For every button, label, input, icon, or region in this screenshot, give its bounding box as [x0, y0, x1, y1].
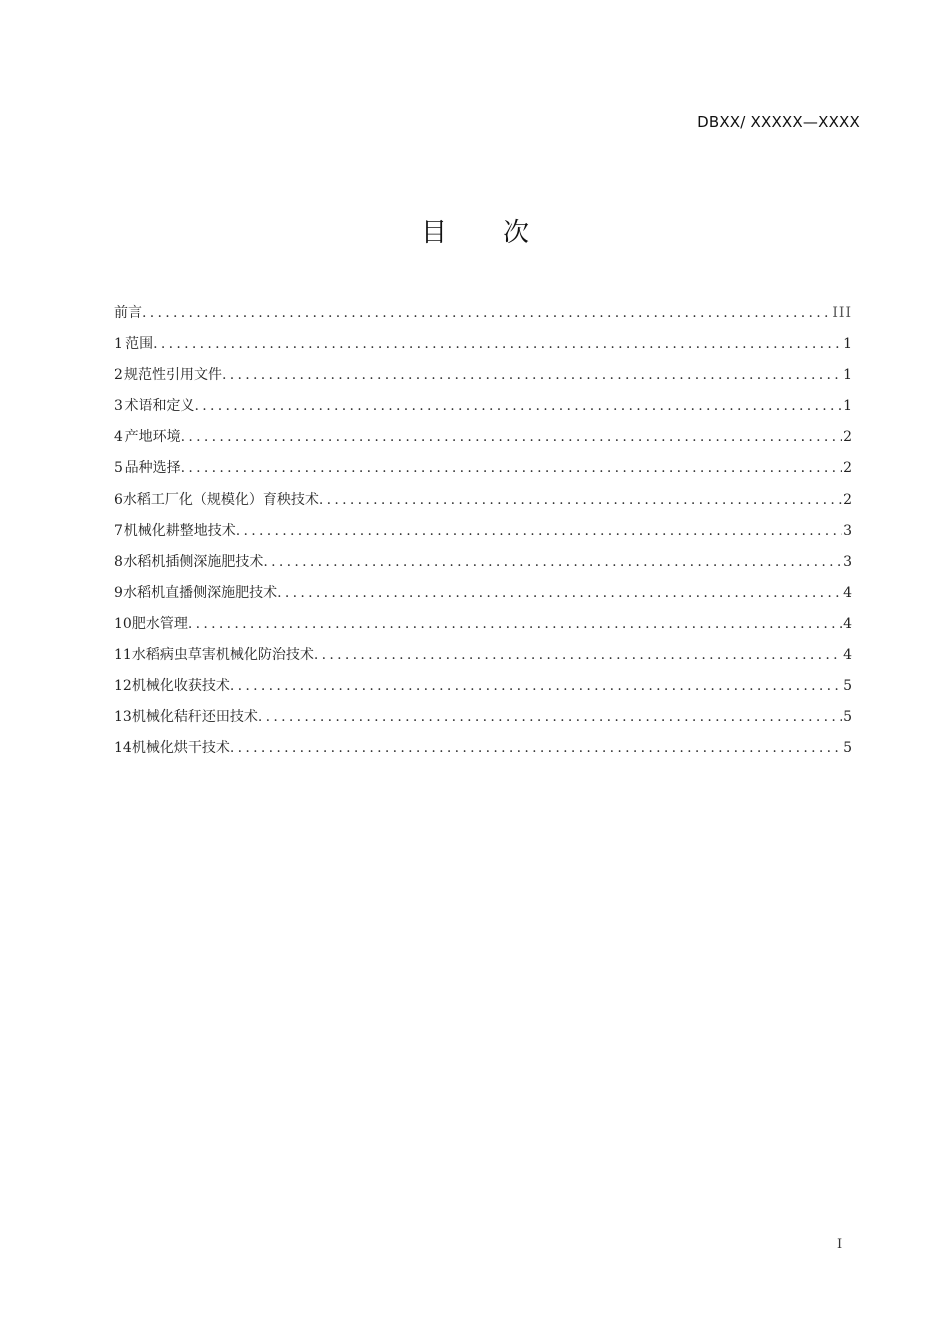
- toc-leader-dots: [194, 391, 842, 422]
- toc-entry-12[interactable]: [114, 671, 852, 702]
- toc-number: 9: [114, 584, 123, 601]
- toc-page-number: 5: [843, 678, 852, 695]
- toc-leader-dots: [277, 578, 842, 609]
- toc-leader-dots: [314, 640, 842, 671]
- toc-label: 规范性引用文件: [124, 367, 222, 384]
- toc-label: 机械化收获技术: [131, 678, 230, 695]
- toc-number: 6: [114, 491, 123, 508]
- toc-entry-6[interactable]: [114, 485, 852, 516]
- title-char-1: 目: [420, 218, 447, 248]
- toc-label: 术语和定义: [124, 398, 195, 415]
- toc-number: 8: [114, 553, 123, 570]
- toc-label: 前言: [114, 305, 142, 321]
- toc-number: 14: [114, 740, 132, 757]
- standard-code: DBXX/ XXXXX—XXXX: [697, 113, 860, 131]
- toc-leader-dots: [319, 485, 842, 516]
- toc-entry-9[interactable]: [114, 578, 852, 609]
- toc-label: 水稻病虫草害机械化防治技术: [131, 647, 314, 664]
- toc-label: 肥水管理: [131, 615, 188, 632]
- toc-entry-2[interactable]: [114, 360, 852, 391]
- title-char-2: 次: [503, 218, 530, 248]
- toc-label: 水稻机插侧深施肥技术: [123, 553, 264, 570]
- toc-leader-dots: [263, 547, 842, 578]
- toc-leader-dots: [142, 298, 831, 329]
- table-of-contents: [114, 298, 852, 764]
- toc-entry-1[interactable]: [114, 329, 852, 360]
- toc-page-number: 1: [843, 336, 852, 353]
- toc-page-number: 4: [843, 615, 852, 632]
- toc-page-number: 2: [843, 491, 852, 508]
- toc-label: 品种选择: [124, 460, 181, 477]
- toc-label: 范围: [125, 336, 154, 353]
- toc-entry-10[interactable]: [114, 609, 852, 640]
- toc-leader-dots: [188, 609, 842, 640]
- toc-page-number: 1: [843, 367, 852, 384]
- toc-number: 3: [114, 398, 123, 415]
- footer-page-number: I: [837, 1237, 843, 1252]
- toc-label: 机械化耕整地技术: [123, 522, 236, 539]
- toc-number: 4: [114, 429, 123, 446]
- toc-leader-dots: [181, 422, 842, 453]
- toc-number: 13: [114, 709, 132, 726]
- toc-number: 12: [114, 678, 132, 695]
- toc-entry-5[interactable]: [114, 453, 852, 484]
- toc-label: 水稻机直播侧深施肥技术: [123, 584, 278, 601]
- toc-page-number: 5: [843, 740, 852, 757]
- toc-page-number: 1: [843, 398, 852, 415]
- toc-page-number: 3: [843, 553, 852, 570]
- toc-entry-foreword[interactable]: [114, 298, 852, 329]
- toc-number: 7: [114, 522, 123, 539]
- toc-entry-14[interactable]: [114, 733, 852, 764]
- toc-page-number: 5: [843, 709, 852, 726]
- page-title: [0, 212, 950, 249]
- toc-label: 机械化烘干技术: [131, 740, 230, 757]
- toc-entry-11[interactable]: [114, 640, 852, 671]
- toc-leader-dots: [153, 329, 842, 360]
- toc-page-number: 4: [843, 584, 852, 601]
- toc-page-number: 3: [843, 522, 852, 539]
- toc-entry-4[interactable]: [114, 422, 852, 453]
- toc-entry-8[interactable]: [114, 547, 852, 578]
- toc-leader-dots: [236, 516, 842, 547]
- toc-entry-13[interactable]: [114, 702, 852, 733]
- toc-number: 1: [114, 336, 123, 353]
- toc-leader-dots: [230, 733, 842, 764]
- toc-page-number: III: [832, 305, 852, 321]
- toc-number: 2: [114, 367, 123, 384]
- toc-page-number: 4: [843, 647, 852, 664]
- toc-page-number: 2: [843, 460, 852, 477]
- toc-number: 10: [114, 615, 132, 632]
- toc-entry-3[interactable]: [114, 391, 852, 422]
- toc-leader-dots: [258, 702, 842, 733]
- toc-label: 产地环境: [124, 429, 181, 446]
- toc-number: 5: [114, 460, 123, 477]
- toc-label: 机械化秸秆还田技术: [131, 709, 258, 726]
- toc-page-number: 2: [843, 429, 852, 446]
- toc-label: 水稻工厂化（规模化）育秧技术: [122, 491, 319, 508]
- toc-leader-dots: [181, 453, 842, 484]
- toc-number: 11: [114, 647, 132, 664]
- toc-entry-7[interactable]: [114, 516, 852, 547]
- toc-leader-dots: [230, 671, 842, 702]
- toc-leader-dots: [222, 360, 842, 391]
